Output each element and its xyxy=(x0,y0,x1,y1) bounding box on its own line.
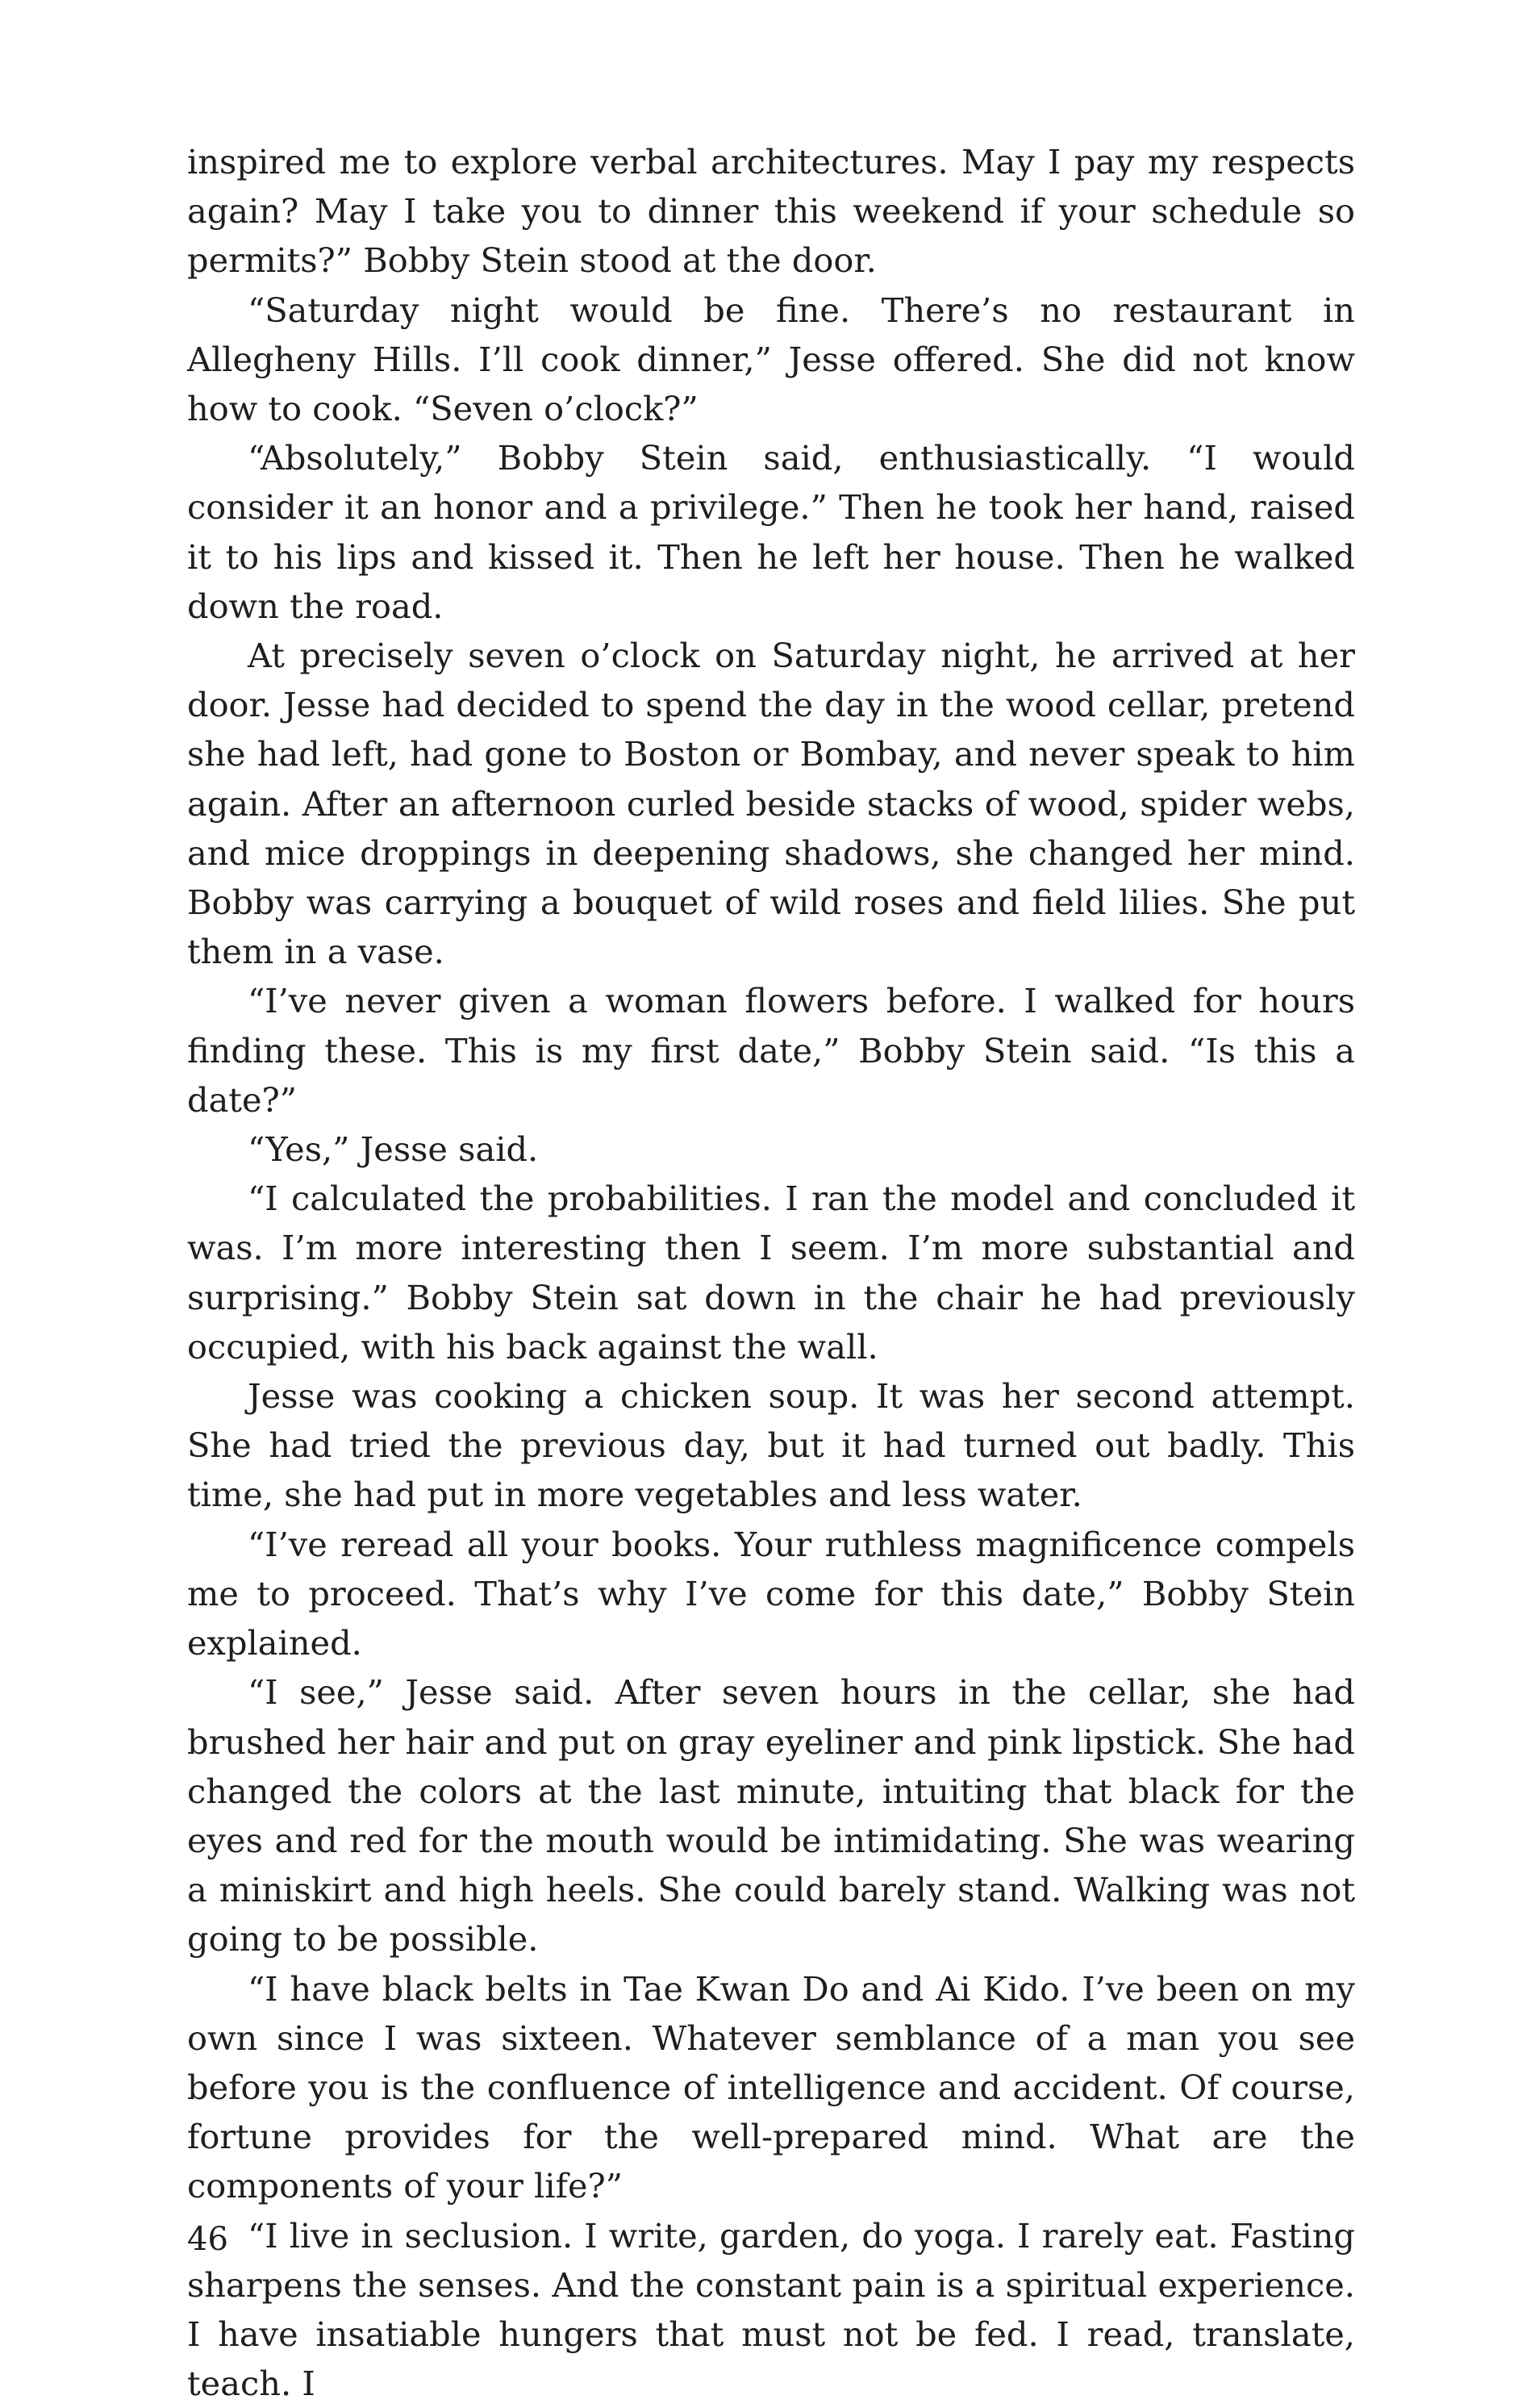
paragraph: “I calculated the probabilities. I ran the model and concluded it was. I’m more interesting then I seem. I’m more substantial and surprising.” Bobby Stein sat down in the chair he had previously occupied, with his back against the wall. xyxy=(187,1179,1355,1367)
paragraph: “I have black belts in Tae Kwan Do and Ai Kido. I’ve been on my own since I was sixteen. Whatever semblance of a man you see before you is the confluence of intelligence and accident. Of course, fortune provides for the well-prepared mind. What are the components of your life?” xyxy=(187,1968,1355,2206)
paragraph: “I’ve reread all your books. Your ruthless magnificence compels me to proceed. That’s why I’ve come for this date,” Bobby Stein explained. xyxy=(187,1524,1355,1663)
paragraph: “I see,” Jesse said. After seven hours in the cellar, she had brushed her hair and put on gray eyeliner and pink lipstick. She had changed the colors at the last minute, intuiting that black for the eyes and red for the mouth would be intimidating. She was wearing a miniskirt and high heels. She could barely stand. Walking was not going to be possible. xyxy=(187,1672,1355,1959)
paragraph: “Saturday night would be fine. There’s no restaurant in Allegheny Hills. I’ll cook dinner,” Jesse offered. She did not know how to cook. “Seven o’clock?” xyxy=(187,290,1355,429)
paragraph: Jesse was cooking a chicken soup. It was her second attempt. She had tried the previous day, but it had turned out badly. This time, she had put in more vegetables and less water. xyxy=(187,1376,1355,1515)
paragraph: “I’ve never given a woman flowers before. I walked for hours finding these. This is my first date,” Bobby Stein said. “Is this a date?” xyxy=(187,981,1355,1120)
body-text xyxy=(187,137,1355,2408)
paragraph: “Absolutely,” Bobby Stein said, enthusiastically. “I would consider it an honor and a privilege.” Then he took her hand, raised it to his lips and kissed it. Then he left her house. Then he walked down the road. xyxy=(187,438,1355,626)
paragraph: “I live in seclusion. I write, garden, do yoga. I rarely eat. Fasting sharpens the senses. And the constant pain is a spiritual experience. I have insatiable hungers that must not be fed. I read, translate, teach. I xyxy=(187,2215,1355,2404)
paragraph: “Yes,” Jesse said. xyxy=(248,1129,539,1170)
page-number: 46 xyxy=(187,2221,228,2258)
paragraph: At precisely seven o’clock on Saturday night, he arrived at her door. Jesse had decided to spend the day in the wood cellar, pretend she had left, had gone to Boston or Bombay, and never speak to him again. After an afternoon curled beside stacks of wood, spider webs, and mice droppings in deepening shadows, she changed her mind. Bobby was carrying a bouquet of wild roses and field lilies. She put them in a vase. xyxy=(187,636,1355,972)
paragraph-continued: inspired me to explore verbal architectures. May I pay my respects again? May I take you to dinner this weekend if your schedule so permits?” Bobby Stein stood at the door. xyxy=(187,142,1355,281)
